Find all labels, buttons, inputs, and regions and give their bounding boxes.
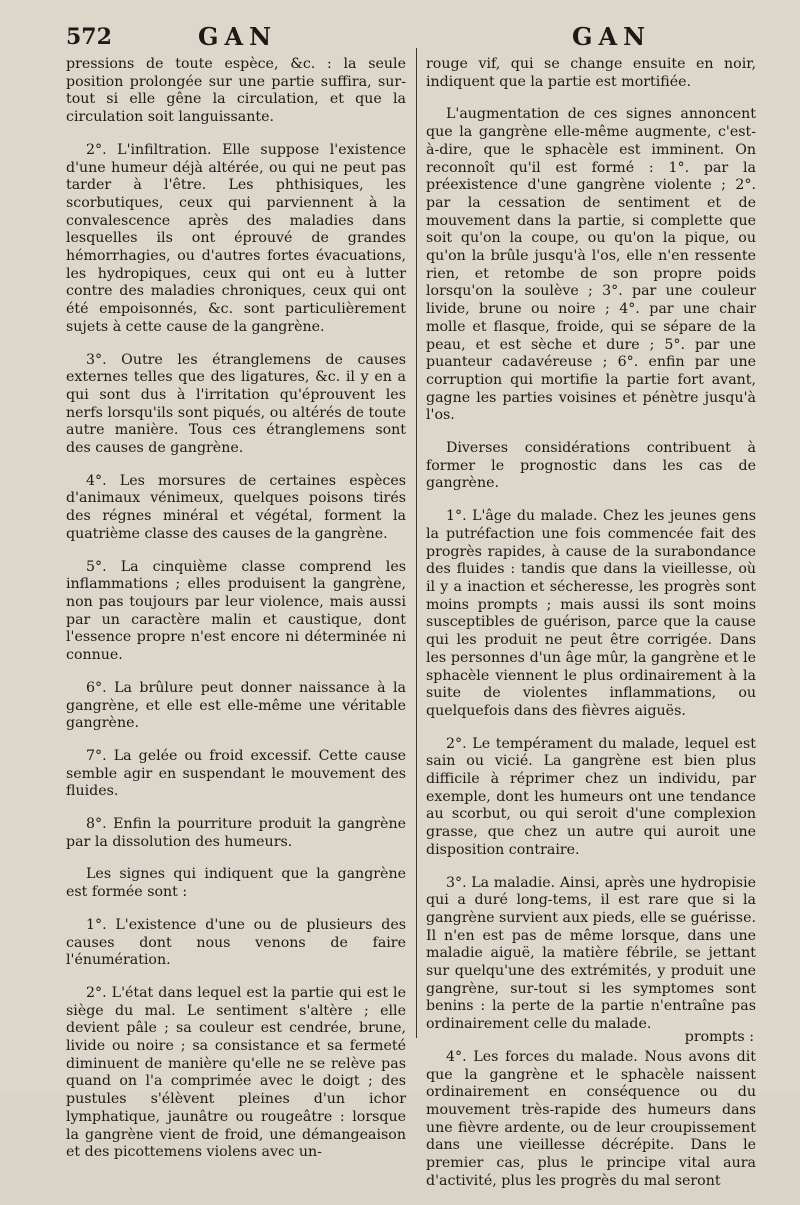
paragraph: 1°. L'âge du malade. Chez les jeunes gens la putréfaction une fois commencée fait des progrès rapides, à cause de la surabondance des fluides : tandis que dans la vieillesse, où il y a inaction et sécheresse, les progrès sont moins prompts ; mais aussi ils sont moins susceptibles de guérison, parce que la cause qui les produit ne peut être corrigée. Dans les personnes d'un âge mûr, la gangrène et le sphacèle viennent le plus ordinairement à la suite de violentes inflammations, ou quelquefois dans des fièvres aiguës.	[426, 508, 756, 719]
column-divider	[416, 48, 417, 1038]
paragraph: Diverses considérations contribuent à former le prognostic dans les cas de gangrène.	[426, 440, 756, 492]
paragraph: 2°. Le tempérament du malade, lequel est sain ou vicié. La gangrène est bien plus difficile à réprimer chez un individu, par exemple, dont les humeurs ont une tendance au scorbut, ou qui seroit d'une complexion grasse, que chez un autre qui auroit une disposition contraire.	[426, 735, 756, 858]
paragraph: 3°. La maladie. Ainsi, après une hydropisie qui a duré long-tems, il est rare que si la gangrène survient aux pieds, elle se guérisse. Il n'en est pas de même lorsque, dans une maladie aiguë, la matière fébrile, se jettant sur quelqu'une des extrémités, y produit une gangrène, sur-tout si les symptomes sont benins : la perte de la partie n'entraîne pas ordinairement celle du malade.	[426, 874, 756, 1033]
paragraph: 6°. La brûlure peut donner naissance à la gangrène, et elle est elle-même une véritable gangrène.	[66, 679, 406, 732]
running-head-right: GAN	[572, 22, 652, 51]
paragraph: pressions de toute espèce, &c. : la seule position prolongée sur une partie suffira, sur-tout si elle gêne la circulation, et que la circulation soit languissante.	[66, 56, 406, 126]
paragraph: 4°. Les morsures de certaines espèces d'animaux vénimeux, quelques poisons tirés des régnes minéral et végétal, forment la quatrième classe des causes de la gangrène.	[66, 472, 406, 542]
paragraph: 3°. Outre les étranglemens de causes externes telles que des ligatures, &c. il y en a qui sont dus à l'irritation qu'éprouvent les nerfs lorsqu'ils sont piqués, ou altérés de toute autre manière. Tous ces étranglemens sont des causes de gangrène.	[66, 351, 406, 457]
paragraph: 2°. L'infiltration. Elle suppose l'existence d'une humeur déjà altérée, ou qui ne peut pas tarder à l'être. Les phthisiques, les scorbutiques, ceux qui parviennent à la convalescence après des maladies dans lesquelles ils ont éprouvé de grandes hémorrhagies, ou d'autres fortes évacuations, les hydropiques, ceux qui ont eu à lutter contre des maladies chroniques, ceux qui ont été empoisonnés, &c. sont particulièrement sujets à cette cause de la gangrène.	[66, 141, 406, 335]
paragraph: 1°. L'existence d'une ou de plusieurs des causes dont nous venons de faire l'énumération.	[66, 916, 406, 969]
paragraph: rouge vif, qui se change ensuite en noir, indiquent que la partie est mortifiée.	[426, 56, 756, 90]
running-head-left: GAN	[198, 22, 278, 51]
paragraph: 5°. La cinquième classe comprend les inflammations ; elles produisent la gangrène, non pas toujours par leur violence, mais aussi par un caractère malin et caustique, dont l'essence propre n'est encore ni déterminée ni connue.	[66, 558, 406, 664]
page-number: 572	[66, 24, 112, 50]
paragraph: Les signes qui indiquent que la gangrène est formée sont :	[66, 866, 406, 901]
paragraph: 2°. L'état dans lequel est la partie qui est le siège du mal. Le sentiment s'altère ; elle devient pâle ; sa couleur est cendrée, brune, livide ou noire ; sa consistance et sa fermeté diminuent de manière qu'elle ne se relève pas quand on l'a comprimée avec le doigt ; des pustules s'élèvent pleines d'un ichor lymphatique, jaunâtre ou rougeâtre : lorsque la gangrène vient de froid, une démangeaison et des picottemens violens avec un-	[66, 984, 406, 1161]
paragraph: 8°. Enfin la pourriture produit la gangrène par la dissolution des humeurs.	[66, 816, 406, 850]
paragraph: 4°. Les forces du malade. Nous avons dit que la gangrène et le sphacèle naissent ordinairement en conséquence ou du mouvement très-rapide des humeurs dans une fièvre ardente, ou de leur croupissement dans une vieillesse décrépite. Dans le premier cas, plus le principe vital aura d'activité, plus les progrès du mal seront	[426, 1048, 756, 1189]
paragraph: L'augmentation de ces signes annoncent que la gangrène elle-même augmente, c'est-à-dire, que le sphacèle est imminent. On reconnoît qu'il est formé : 1°. par la préexistence d'une gangrène violente ; 2°. par la cessation de sentiment et de mouvement dans la partie, si complette que soit qu'on la coupe, ou qu'on la pique, ou qu'on la brûle jusqu'à l'os, elle n'en ressente rien, et retombe de son propre poids lorsqu'on la soulève ; 3°. par une couleur livide, brune ou noire ; 4°. par une chair molle et flasque, froide, qui se sépare de la peau, et est sèche et dure ; 5°. par une puanteur cadavéreuse ; 6°. enfin par une corruption qui mortifie la partie fort avant, gagne les parties voisines et pénètre jusqu'à l'os.	[426, 106, 756, 424]
left-column	[66, 56, 406, 1177]
catchword: prompts :	[684, 1029, 754, 1045]
page-header	[0, 18, 800, 54]
paragraph: 7°. La gelée ou froid excessif. Cette cause semble agir en suspendant le mouvement des fluides.	[66, 747, 406, 800]
